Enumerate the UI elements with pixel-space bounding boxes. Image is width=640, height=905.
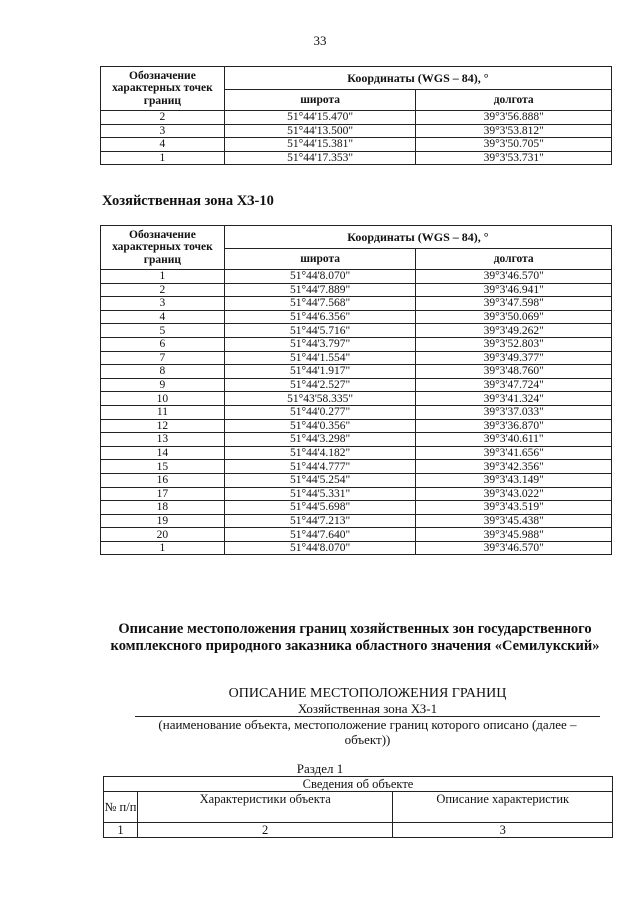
point-number-cell: 17 — [101, 487, 225, 501]
latitude-cell: 51°44'1.554" — [224, 351, 416, 365]
point-number-cell: 2 — [101, 283, 225, 297]
longitude-cell: 39°3'45.988" — [416, 528, 612, 542]
info-cell-1: 1 — [104, 823, 138, 838]
longitude-cell: 39°3'41.656" — [416, 446, 612, 460]
point-number-cell: 16 — [101, 473, 225, 487]
longitude-cell: 39°3'50.705" — [416, 138, 612, 152]
info-caption: Сведения об объекте — [104, 777, 613, 792]
latitude-cell: 51°44'17.353" — [224, 151, 416, 165]
latitude-cell: 51°43'58.335" — [224, 392, 416, 406]
point-number-cell: 4 — [101, 138, 225, 152]
table-row — [101, 297, 612, 311]
longitude-cell: 39°3'47.598" — [416, 297, 612, 311]
latitude-cell: 51°44'7.213" — [224, 514, 416, 528]
col-characteristics-header: Характеристики объекта — [137, 792, 392, 823]
longitude-cell: 39°3'36.870" — [416, 419, 612, 433]
longitude-cell: 39°3'50.069" — [416, 310, 612, 324]
table-row — [101, 310, 612, 324]
table-row — [101, 151, 612, 165]
latitude-cell: 51°44'3.298" — [224, 433, 416, 447]
longitude-cell: 39°3'45.438" — [416, 514, 612, 528]
latitude-cell: 51°44'1.917" — [224, 365, 416, 379]
table-row — [101, 446, 612, 460]
header-coordinates: Координаты (WGS – 84), ° — [224, 67, 611, 90]
latitude-cell: 51°44'6.356" — [224, 310, 416, 324]
point-number-cell: 1 — [101, 541, 225, 555]
longitude-cell: 39°3'42.356" — [416, 460, 612, 474]
longitude-cell: 39°3'47.724" — [416, 378, 612, 392]
table-row — [101, 378, 612, 392]
col-description-header: Описание характеристик — [393, 792, 613, 823]
header-point: Обозначение характерных точек границ — [101, 226, 225, 270]
point-number-cell: 9 — [101, 378, 225, 392]
header-longitude: долгота — [416, 249, 612, 270]
point-number-cell: 3 — [101, 124, 225, 138]
latitude-cell: 51°44'8.070" — [224, 270, 416, 284]
coordinates-table-1-body — [101, 111, 612, 165]
table-row — [101, 541, 612, 555]
latitude-cell: 51°44'5.716" — [224, 324, 416, 338]
coordinates-table-2 — [100, 225, 612, 555]
header-latitude: широта — [224, 249, 416, 270]
point-number-cell: 14 — [101, 446, 225, 460]
longitude-cell: 39°3'46.570" — [416, 541, 612, 555]
table-row — [101, 324, 612, 338]
page-number: 33 — [313, 33, 327, 48]
latitude-cell: 51°44'4.182" — [224, 446, 416, 460]
latitude-cell: 51°44'7.640" — [224, 528, 416, 542]
latitude-cell: 51°44'0.277" — [224, 405, 416, 419]
latitude-cell: 51°44'15.381" — [224, 138, 416, 152]
header-latitude: широта — [224, 90, 416, 111]
latitude-cell: 51°44'4.777" — [224, 460, 416, 474]
header-coordinates: Координаты (WGS – 84), ° — [224, 226, 611, 249]
description-title: ОПИСАНИЕ МЕСТОПОЛОЖЕНИЯ ГРАНИЦ — [228, 686, 507, 701]
col-number-header: № п/п — [104, 792, 138, 823]
point-number-cell: 20 — [101, 528, 225, 542]
latitude-cell: 51°44'3.797" — [224, 337, 416, 351]
latitude-cell: 51°44'7.889" — [224, 283, 416, 297]
table-row — [101, 405, 612, 419]
info-cell-3: 3 — [393, 823, 613, 838]
point-number-cell: 18 — [101, 501, 225, 515]
section-label: Раздел 1 — [296, 761, 344, 776]
point-number-cell: 3 — [101, 297, 225, 311]
point-number-cell: 5 — [101, 324, 225, 338]
longitude-cell: 39°3'52.803" — [416, 337, 612, 351]
object-name-line — [135, 701, 600, 717]
table-row — [101, 124, 612, 138]
longitude-cell: 39°3'37.033" — [416, 405, 612, 419]
longitude-cell: 39°3'49.262" — [416, 324, 612, 338]
point-number-cell: 2 — [101, 111, 225, 125]
longitude-cell: 39°3'41.324" — [416, 392, 612, 406]
table-row — [101, 351, 612, 365]
point-number-cell: 11 — [101, 405, 225, 419]
longitude-cell: 39°3'49.377" — [416, 351, 612, 365]
table-row — [101, 487, 612, 501]
table-row — [101, 283, 612, 297]
table-row — [101, 473, 612, 487]
longitude-cell: 39°3'53.812" — [416, 124, 612, 138]
point-number-cell: 19 — [101, 514, 225, 528]
latitude-cell: 51°44'5.254" — [224, 473, 416, 487]
table-row — [101, 337, 612, 351]
section-title: Описание местоположения границ хозяйственных зон государственного комплексного природного заказника областного значения «Семилукский» — [110, 621, 600, 654]
table-row — [101, 270, 612, 284]
table-row — [101, 514, 612, 528]
latitude-cell: 51°44'7.568" — [224, 297, 416, 311]
point-number-cell: 12 — [101, 419, 225, 433]
latitude-cell: 51°44'8.070" — [224, 541, 416, 555]
table-row — [101, 138, 612, 152]
point-number-cell: 10 — [101, 392, 225, 406]
longitude-cell: 39°3'46.941" — [416, 283, 612, 297]
longitude-cell: 39°3'40.611" — [416, 433, 612, 447]
table-row — [101, 365, 612, 379]
table-row — [101, 433, 612, 447]
coordinates-table-1 — [100, 66, 612, 165]
point-number-cell: 1 — [101, 270, 225, 284]
point-number-cell: 15 — [101, 460, 225, 474]
table-row — [101, 392, 612, 406]
longitude-cell: 39°3'48.760" — [416, 365, 612, 379]
info-cell-2: 2 — [137, 823, 392, 838]
table-row — [101, 111, 612, 125]
latitude-cell: 51°44'0.356" — [224, 419, 416, 433]
point-number-cell: 13 — [101, 433, 225, 447]
longitude-cell: 39°3'43.022" — [416, 487, 612, 501]
longitude-cell: 39°3'56.888" — [416, 111, 612, 125]
point-number-cell: 7 — [101, 351, 225, 365]
longitude-cell: 39°3'43.149" — [416, 473, 612, 487]
header-point: Обозначение характерных точек границ — [101, 67, 225, 111]
latitude-cell: 51°44'5.698" — [224, 501, 416, 515]
object-info-table — [103, 776, 613, 838]
coordinates-table-2-body — [101, 270, 612, 555]
longitude-cell: 39°3'43.519" — [416, 501, 612, 515]
point-number-cell: 1 — [101, 151, 225, 165]
table-row — [101, 460, 612, 474]
latitude-cell: 51°44'13.500" — [224, 124, 416, 138]
object-name: Хозяйственная зона ХЗ-1 — [297, 701, 438, 716]
latitude-cell: 51°44'5.331" — [224, 487, 416, 501]
table-row — [101, 528, 612, 542]
zone-heading: Хозяйственная зона ХЗ-10 — [102, 193, 274, 209]
point-number-cell: 8 — [101, 365, 225, 379]
latitude-cell: 51°44'15.470" — [224, 111, 416, 125]
description-block — [135, 686, 600, 747]
point-number-cell: 4 — [101, 310, 225, 324]
latitude-cell: 51°44'2.527" — [224, 378, 416, 392]
header-longitude: долгота — [416, 90, 612, 111]
longitude-cell: 39°3'53.731" — [416, 151, 612, 165]
table-row — [101, 501, 612, 515]
table-row — [101, 419, 612, 433]
point-number-cell: 6 — [101, 337, 225, 351]
longitude-cell: 39°3'46.570" — [416, 270, 612, 284]
object-note: (наименование объекта, местоположение границ которого описано (далее – объект)) — [158, 717, 577, 747]
